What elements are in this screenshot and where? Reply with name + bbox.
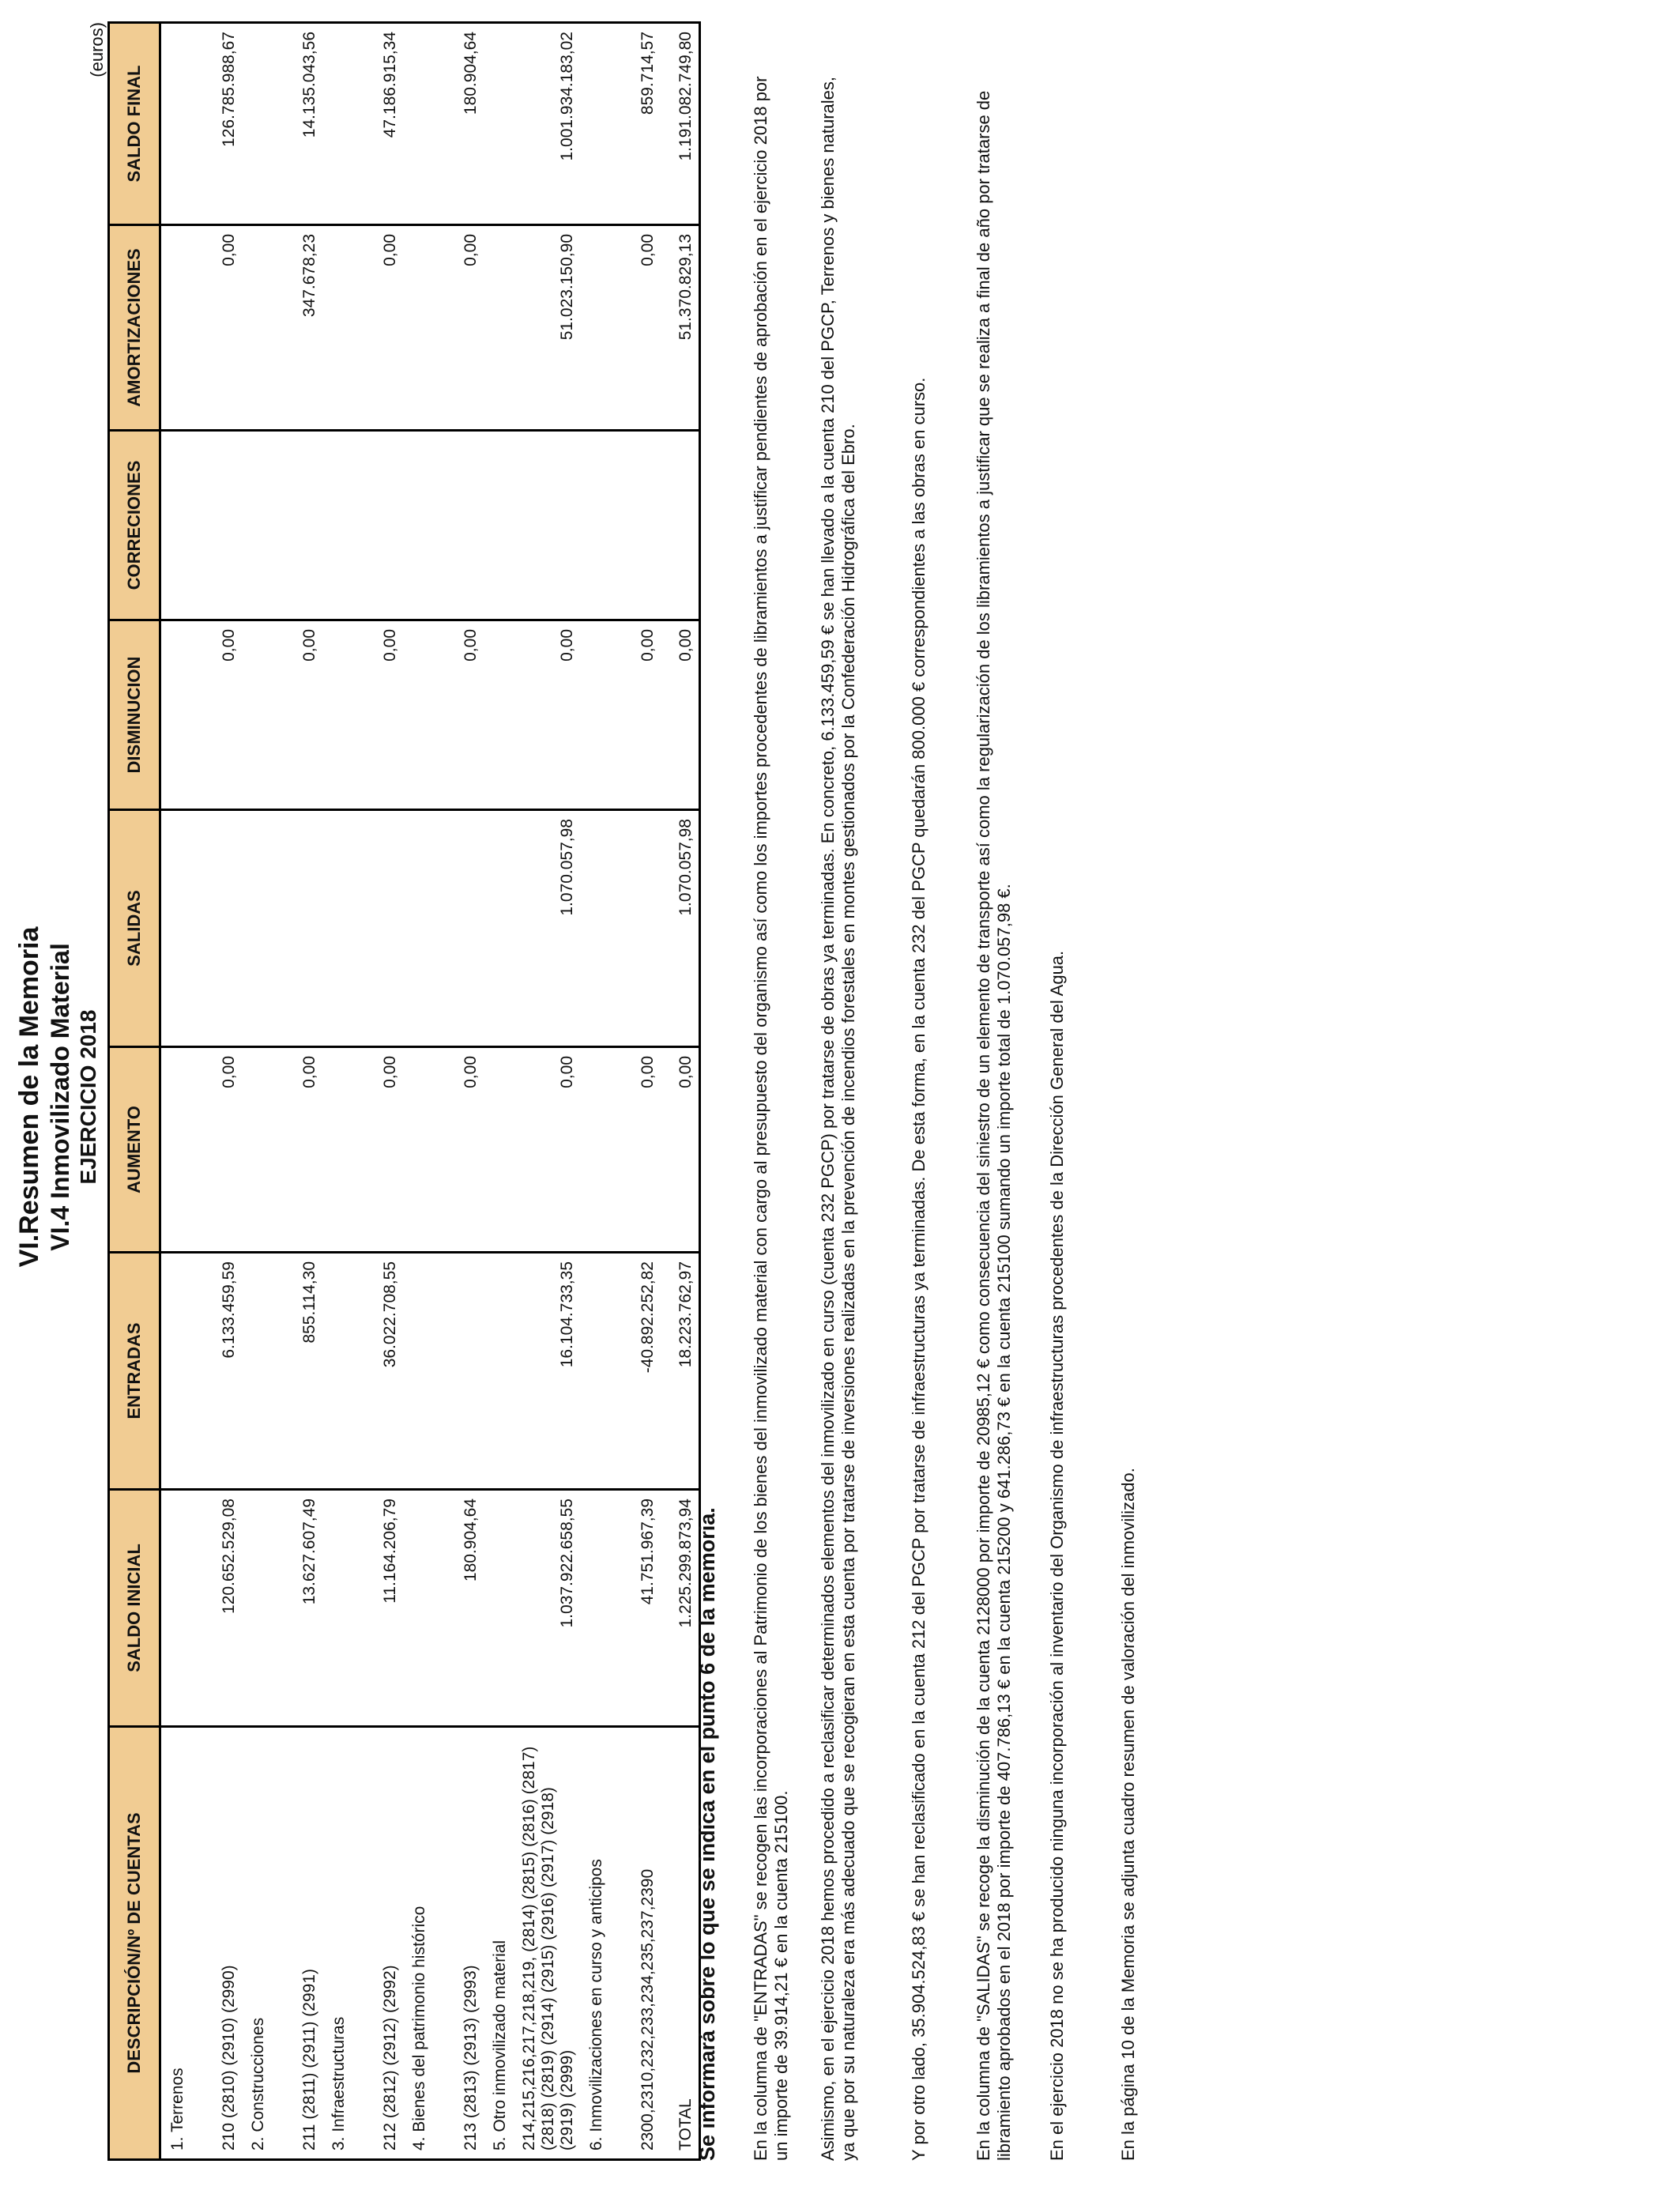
account-description: 211 (2811) (2911) (2991) bbox=[275, 1727, 322, 2160]
note-paragraph: Asimismo, en el ejercicio 2018 hemos procedido a reclasificar determinados elementos del inmovilizado en curso (cuenta 232 PGCP) por tratarse de obras ya terminadas. En concreto, 6.133.459,59 € se han llevado a la cuenta 210 del PGCP, Terrenos y bienes naturales, ya que por su naturaleza era más adecuado que se recogieran en esta cuenta por tratarse de inversiones realizadas en la prevención de incendios forestales en montes gestionados por la Confederación Hidrográfica del Ebro. bbox=[818, 77, 858, 2161]
amount-cell bbox=[580, 1047, 613, 1253]
page-title: VI.Resumen de la Memoria bbox=[14, 926, 44, 1268]
amount-cell bbox=[242, 1490, 275, 1727]
amount-cell: 0,00 bbox=[194, 620, 242, 810]
amount-cell: 120.652.529,08 bbox=[194, 1490, 242, 1727]
amount-cell: 36.022.708,55 bbox=[356, 1253, 403, 1490]
note-paragraph: En la página 10 de la Memoria se adjunta cuadro resumen de valoración del inmovilizado. bbox=[1118, 1468, 1138, 2161]
amount-cell bbox=[580, 810, 613, 1047]
account-description: 2. Construcciones bbox=[242, 1727, 275, 2160]
account-description: TOTAL bbox=[661, 1727, 700, 2160]
amount-cell: 6.133.459,59 bbox=[194, 1253, 242, 1490]
amount-cell: 13.627.607,49 bbox=[275, 1490, 322, 1727]
amount-cell bbox=[580, 23, 613, 225]
column-header: CORRECIONES bbox=[109, 431, 160, 620]
amount-cell bbox=[436, 810, 484, 1047]
currency-unit: (euros) bbox=[87, 22, 107, 77]
amount-cell: 51.370.829,13 bbox=[661, 225, 700, 431]
table-group-row bbox=[242, 23, 275, 2160]
account-description: 6. Inmovilizaciones en curso y anticipos bbox=[580, 1727, 613, 2160]
amount-cell: 1.070.057,98 bbox=[517, 810, 580, 1047]
amount-cell: 0,00 bbox=[661, 1047, 700, 1253]
amount-cell bbox=[403, 1047, 436, 1253]
amount-cell bbox=[484, 1047, 517, 1253]
amount-cell: 14.135.043,56 bbox=[275, 23, 322, 225]
amount-cell: 180.904,64 bbox=[436, 1490, 484, 1727]
amount-cell bbox=[580, 225, 613, 431]
amount-cell bbox=[613, 810, 661, 1047]
table-row bbox=[275, 23, 322, 2160]
amount-cell bbox=[484, 620, 517, 810]
amount-cell: 0,00 bbox=[613, 1047, 661, 1253]
amount-cell: 859.714,57 bbox=[613, 23, 661, 225]
amount-cell: 180.904,64 bbox=[436, 23, 484, 225]
amount-cell: 0,00 bbox=[194, 225, 242, 431]
amount-cell: 0,00 bbox=[275, 620, 322, 810]
amount-cell bbox=[242, 225, 275, 431]
amount-cell bbox=[580, 1490, 613, 1727]
table-group-row bbox=[580, 23, 613, 2160]
note-paragraph: En la columna de "ENTRADAS" se recogen las incorporaciones al Patrimonio de los bienes del inmovilizado material con cargo al presupuesto del organismo así como los importes procedentes de libramientos a justificar pendientes de aprobación en el ejercicio 2018 por un importe de 39.914,21 € en la cuenta 215100. bbox=[751, 76, 791, 2161]
amount-cell: -40.892.252,82 bbox=[613, 1253, 661, 1490]
amount-cell: 11.164.206,79 bbox=[356, 1490, 403, 1727]
column-header: DESCRIPCIÓN/Nº DE CUENTAS bbox=[109, 1727, 160, 2160]
amount-cell bbox=[356, 810, 403, 1047]
amount-cell bbox=[580, 1253, 613, 1490]
account-description: 212 (2812) (2912) (2992) bbox=[356, 1727, 403, 2160]
amount-cell: 0,00 bbox=[436, 1047, 484, 1253]
amount-cell bbox=[484, 23, 517, 225]
column-header: AMORTIZACIONES bbox=[109, 225, 160, 431]
amount-cell: 1.225.299.873,94 bbox=[661, 1490, 700, 1727]
amount-cell: 0,00 bbox=[356, 620, 403, 810]
notes-title: Se informará sobre lo que se indica en el punto 6 de la memoria. bbox=[695, 1507, 719, 2161]
note-paragraph: En el ejercicio 2018 no se ha producido ninguna incorporación al inventario del Organismo de infraestructuras procedentes de la Dirección General del Agua. bbox=[1047, 950, 1067, 2161]
amount-cell bbox=[160, 23, 195, 225]
table-row bbox=[356, 23, 403, 2160]
amount-cell bbox=[242, 1253, 275, 1490]
account-description: 213 (2813) (2913) (2993) bbox=[436, 1727, 484, 2160]
account-description: 214,215,216,217,218,219, (2814) (2815) (2816) (2817) (2818) (2819) (2914) (2915) (2916) (2917) (2918) (2919) (2999) bbox=[517, 1727, 580, 2160]
table-total-row bbox=[661, 23, 700, 2160]
amount-cell bbox=[403, 431, 436, 620]
amount-cell bbox=[517, 431, 580, 620]
table-group-row bbox=[322, 23, 356, 2160]
note-paragraph: En la columna de "SALIDAS" se recoge la disminución de la cuenta 2128000 por importe de 20985,12 € como consecuencia del siniestro de un elemento de transporte así como la regularización de los libramientos a justificar que se realiza a final de año por tratarse de libramiento aprobados en el 2018 por importe de 407.786,13 € en la cuenta 215200 y 641.286,73 € en la cuenta 215100 sumando un importe total de 1.070.057,98 €. bbox=[974, 90, 1014, 2161]
amount-cell: 18.223.762,97 bbox=[661, 1253, 700, 1490]
amount-cell: 0,00 bbox=[436, 225, 484, 431]
amount-cell bbox=[322, 620, 356, 810]
amount-cell: 41.751.967,39 bbox=[613, 1490, 661, 1727]
amount-cell bbox=[160, 620, 195, 810]
amount-cell: 0,00 bbox=[356, 225, 403, 431]
account-description: 3. Infraestructuras bbox=[322, 1727, 356, 2160]
amount-cell: 347.678,23 bbox=[275, 225, 322, 431]
amount-cell bbox=[403, 225, 436, 431]
amount-cell: 1.001.934.183,02 bbox=[517, 23, 580, 225]
column-header: SALIDAS bbox=[109, 810, 160, 1047]
table-group-row bbox=[403, 23, 436, 2160]
table-row bbox=[517, 23, 580, 2160]
amount-cell bbox=[484, 810, 517, 1047]
amount-cell bbox=[322, 1047, 356, 1253]
amount-cell: 1.037.922.658,55 bbox=[517, 1490, 580, 1727]
table-group-row bbox=[484, 23, 517, 2160]
amount-cell bbox=[322, 1490, 356, 1727]
amount-cell: 0,00 bbox=[613, 225, 661, 431]
amount-cell: 855.114,30 bbox=[275, 1253, 322, 1490]
fiscal-year: EJERCICIO 2018 bbox=[76, 1009, 100, 1185]
amount-cell bbox=[580, 620, 613, 810]
table-row bbox=[194, 23, 242, 2160]
fixed-assets-table bbox=[107, 21, 701, 2161]
amount-cell bbox=[160, 810, 195, 1047]
amount-cell bbox=[160, 1490, 195, 1727]
amount-cell bbox=[160, 1047, 195, 1253]
amount-cell bbox=[242, 810, 275, 1047]
account-description: 2300,2310,232,233,234,235,237,2390 bbox=[613, 1727, 661, 2160]
amount-cell bbox=[403, 1490, 436, 1727]
amount-cell bbox=[275, 810, 322, 1047]
page-subtitle: VI.4 Inmovilizado Material bbox=[46, 943, 74, 1251]
amount-cell: 0,00 bbox=[517, 1047, 580, 1253]
amount-cell bbox=[322, 23, 356, 225]
column-header: AUMENTO bbox=[109, 1047, 160, 1253]
amount-cell bbox=[242, 23, 275, 225]
amount-cell bbox=[160, 1253, 195, 1490]
amount-cell bbox=[194, 810, 242, 1047]
amount-cell: 0,00 bbox=[436, 620, 484, 810]
amount-cell: 1.070.057,98 bbox=[661, 810, 700, 1047]
amount-cell bbox=[160, 225, 195, 431]
amount-cell bbox=[484, 431, 517, 620]
amount-cell: 16.104.733,35 bbox=[517, 1253, 580, 1490]
amount-cell bbox=[484, 1253, 517, 1490]
column-header: SALDO INICIAL bbox=[109, 1490, 160, 1727]
amount-cell bbox=[436, 431, 484, 620]
amount-cell bbox=[194, 431, 242, 620]
account-description: 4. Bienes del patrimonio histórico bbox=[403, 1727, 436, 2160]
table-group-row bbox=[160, 23, 195, 2160]
amount-cell bbox=[322, 431, 356, 620]
amount-cell: 0,00 bbox=[661, 620, 700, 810]
amount-cell bbox=[484, 1490, 517, 1727]
column-header: ENTRADAS bbox=[109, 1253, 160, 1490]
amount-cell bbox=[403, 23, 436, 225]
column-header: SALDO FINAL bbox=[109, 23, 160, 225]
amount-cell bbox=[160, 431, 195, 620]
account-description: 210 (2810) (2910) (2990) bbox=[194, 1727, 242, 2160]
table-row bbox=[436, 23, 484, 2160]
amount-cell bbox=[356, 431, 403, 620]
amount-cell bbox=[403, 1253, 436, 1490]
amount-cell: 0,00 bbox=[517, 620, 580, 810]
amount-cell bbox=[661, 431, 700, 620]
amount-cell bbox=[436, 1253, 484, 1490]
amount-cell: 126.785.988,67 bbox=[194, 23, 242, 225]
table-header-row bbox=[109, 23, 160, 2160]
account-description: 1. Terrenos bbox=[160, 1727, 195, 2160]
amount-cell bbox=[242, 431, 275, 620]
amount-cell: 1.191.082.749,80 bbox=[661, 23, 700, 225]
amount-cell bbox=[275, 431, 322, 620]
amount-cell: 47.186.915,34 bbox=[356, 23, 403, 225]
amount-cell bbox=[242, 620, 275, 810]
amount-cell: 0,00 bbox=[356, 1047, 403, 1253]
account-description: 5. Otro inmovilizado material bbox=[484, 1727, 517, 2160]
amount-cell bbox=[403, 810, 436, 1047]
amount-cell: 0,00 bbox=[613, 620, 661, 810]
amount-cell bbox=[322, 225, 356, 431]
amount-cell: 0,00 bbox=[275, 1047, 322, 1253]
amount-cell: 51.023.150,90 bbox=[517, 225, 580, 431]
amount-cell bbox=[322, 1253, 356, 1490]
column-header: DISMINUCION bbox=[109, 620, 160, 810]
amount-cell bbox=[242, 1047, 275, 1253]
note-paragraph: Y por otro lado, 35.904.524,83 € se han reclasificado en la cuenta 212 del PGCP por tratarse de infraestructuras ya terminadas. De esta forma, en la cuenta 232 del PGCP quedarán 800.000 € correspondientes a las obras en curso. bbox=[909, 377, 929, 2161]
amount-cell bbox=[403, 620, 436, 810]
amount-cell bbox=[484, 225, 517, 431]
amount-cell bbox=[613, 431, 661, 620]
amount-cell bbox=[322, 810, 356, 1047]
amount-cell bbox=[580, 431, 613, 620]
amount-cell: 0,00 bbox=[194, 1047, 242, 1253]
table-row bbox=[613, 23, 661, 2160]
